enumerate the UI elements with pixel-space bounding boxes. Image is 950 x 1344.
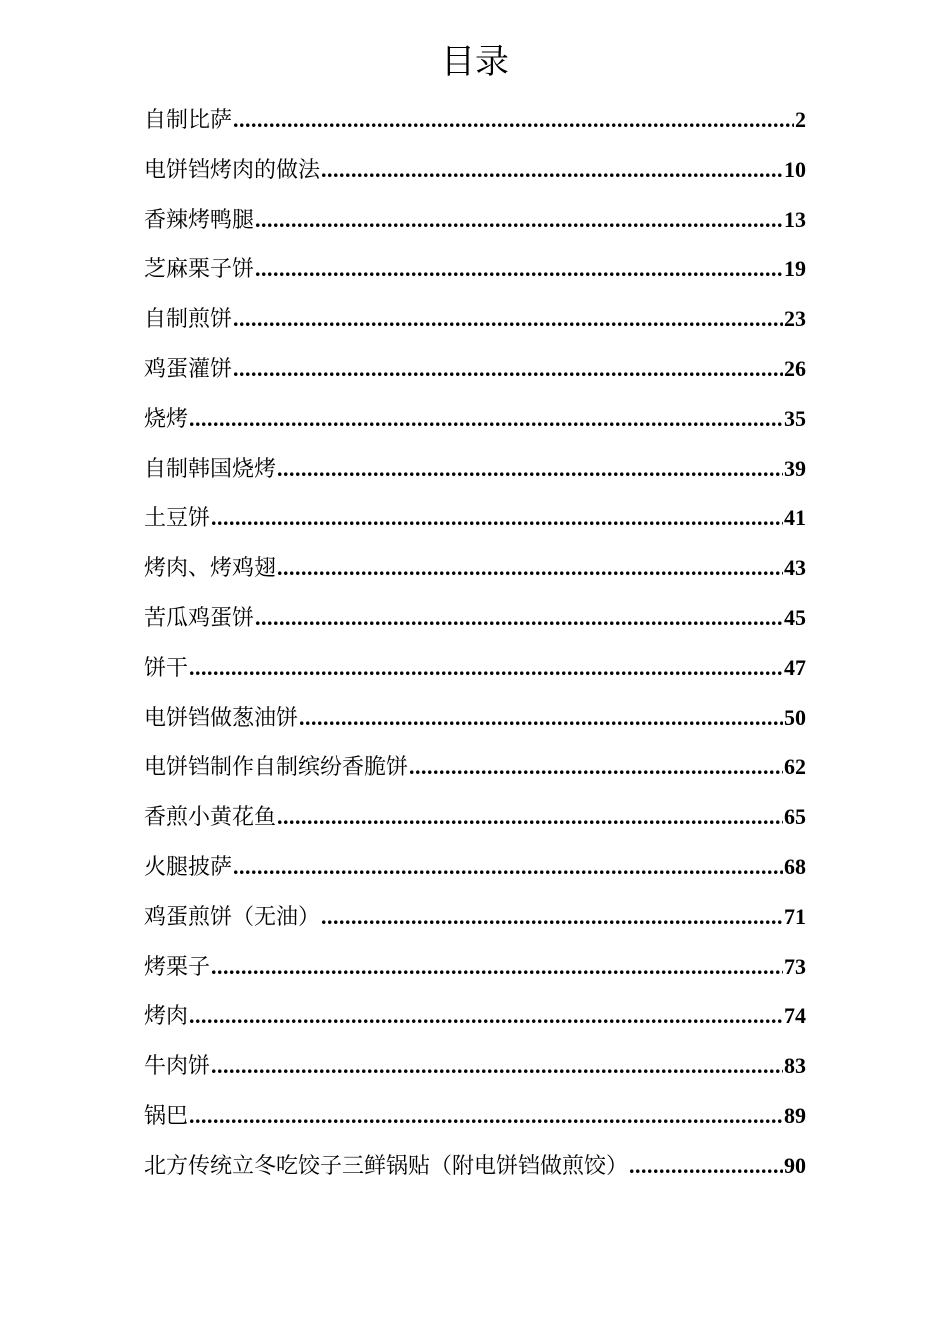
toc-entry-page-number: 74 [784, 1003, 806, 1029]
toc-list [144, 95, 806, 1191]
toc-entry[interactable] [144, 1091, 806, 1141]
toc-entry-page-number: 89 [784, 1102, 806, 1128]
toc-dot-leader [409, 742, 783, 792]
toc-entry-page-number: 43 [784, 555, 806, 581]
toc-entry-page-number: 65 [784, 804, 806, 830]
toc-dot-leader [233, 294, 783, 344]
toc-dot-leader [321, 145, 783, 195]
toc-entry[interactable] [144, 1041, 806, 1091]
toc-entry[interactable] [144, 643, 806, 693]
toc-dot-leader [277, 444, 783, 494]
toc-dot-leader [189, 991, 783, 1041]
toc-entry-page-number: 23 [784, 306, 806, 332]
toc-entry-label: 香辣烤鸭腿 [144, 207, 255, 233]
toc-entry-page-number: 50 [784, 704, 806, 730]
toc-entry-label: 烤肉、烤鸡翅 [144, 556, 277, 582]
toc-entry[interactable] [144, 842, 806, 892]
toc-entry-page-number: 90 [784, 1152, 806, 1178]
toc-entry-page-number: 83 [784, 1053, 806, 1079]
toc-dot-leader [189, 1091, 783, 1141]
toc-entry[interactable] [144, 95, 806, 145]
toc-entry-label: 火腿披萨 [144, 854, 233, 880]
toc-entry[interactable] [144, 394, 806, 444]
toc-entry[interactable] [144, 593, 806, 643]
toc-entry[interactable] [144, 493, 806, 543]
toc-dot-leader [233, 842, 783, 892]
toc-dot-leader [277, 543, 783, 593]
toc-entry[interactable] [144, 892, 806, 942]
toc-entry[interactable] [144, 792, 806, 842]
toc-entry[interactable] [144, 742, 806, 792]
toc-entry-label: 自制比萨 [144, 108, 233, 133]
toc-dot-leader [255, 195, 783, 245]
toc-entry-label: 芝麻栗子饼 [144, 257, 255, 283]
toc-entry-page-number: 68 [784, 853, 806, 879]
toc-entry[interactable] [144, 195, 806, 245]
toc-dot-leader [255, 244, 783, 294]
toc-entry-page-number: 2 [795, 107, 806, 132]
toc-entry-page-number: 41 [784, 505, 806, 531]
toc-entry-page-number: 13 [784, 206, 806, 232]
toc-entry-label: 自制韩国烧烤 [144, 456, 277, 482]
toc-entry-label: 北方传统立冬吃饺子三鲜锅贴（附电饼铛做煎饺） [144, 1153, 629, 1179]
toc-entry-label: 鸡蛋灌饼 [144, 356, 233, 382]
toc-entry-page-number: 19 [784, 256, 806, 282]
toc-dot-leader [321, 892, 783, 942]
toc-entry-label: 自制煎饼 [144, 307, 233, 333]
toc-entry-page-number: 47 [784, 654, 806, 680]
toc-entry-label: 电饼铛制作自制缤纷香脆饼 [144, 755, 409, 781]
toc-entry-label: 电饼铛烤肉的做法 [144, 157, 321, 183]
toc-dot-leader [299, 693, 783, 743]
toc-dot-leader [211, 493, 783, 543]
toc-entry-label: 锅巴 [144, 1103, 189, 1129]
toc-entry-page-number: 45 [784, 604, 806, 630]
toc-entry[interactable] [144, 991, 806, 1041]
toc-dot-leader [255, 593, 783, 643]
toc-dot-leader [211, 942, 783, 992]
toc-entry[interactable] [144, 1141, 806, 1191]
toc-entry-page-number: 73 [784, 953, 806, 979]
toc-entry[interactable] [144, 942, 806, 992]
toc-entry-page-number: 71 [784, 903, 806, 929]
toc-entry[interactable] [144, 543, 806, 593]
toc-entry-label: 烤栗子 [144, 954, 211, 980]
toc-entry-label: 牛肉饼 [144, 1054, 211, 1080]
toc-entry-label: 饼干 [144, 655, 189, 681]
toc-entry[interactable] [144, 344, 806, 394]
toc-entry-page-number: 35 [784, 405, 806, 431]
toc-entry-page-number: 62 [784, 754, 806, 780]
toc-entry-page-number: 26 [784, 355, 806, 381]
toc-dot-leader [189, 394, 783, 444]
toc-entry[interactable] [144, 294, 806, 344]
toc-dot-leader [277, 792, 783, 842]
toc-title: 目录 [441, 42, 509, 82]
toc-entry-label: 电饼铛做葱油饼 [144, 705, 299, 731]
toc-dot-leader [233, 95, 794, 145]
toc-entry-label: 土豆饼 [144, 506, 211, 532]
toc-dot-leader [189, 643, 783, 693]
toc-entry[interactable] [144, 145, 806, 195]
toc-dot-leader [233, 344, 783, 394]
toc-entry-label: 烧烤 [144, 406, 189, 432]
toc-entry-label: 烤肉 [144, 1004, 189, 1030]
toc-entry-page-number: 39 [784, 455, 806, 481]
toc-entry-label: 苦瓜鸡蛋饼 [144, 605, 255, 631]
toc-entry-page-number: 10 [784, 156, 806, 182]
toc-entry[interactable] [144, 244, 806, 294]
toc-entry[interactable] [144, 693, 806, 743]
toc-dot-leader [629, 1141, 783, 1191]
toc-entry-label: 鸡蛋煎饼（无油） [144, 904, 321, 930]
toc-entry-label: 香煎小黄花鱼 [144, 805, 277, 831]
toc-entry[interactable] [144, 444, 806, 494]
toc-dot-leader [211, 1041, 783, 1091]
